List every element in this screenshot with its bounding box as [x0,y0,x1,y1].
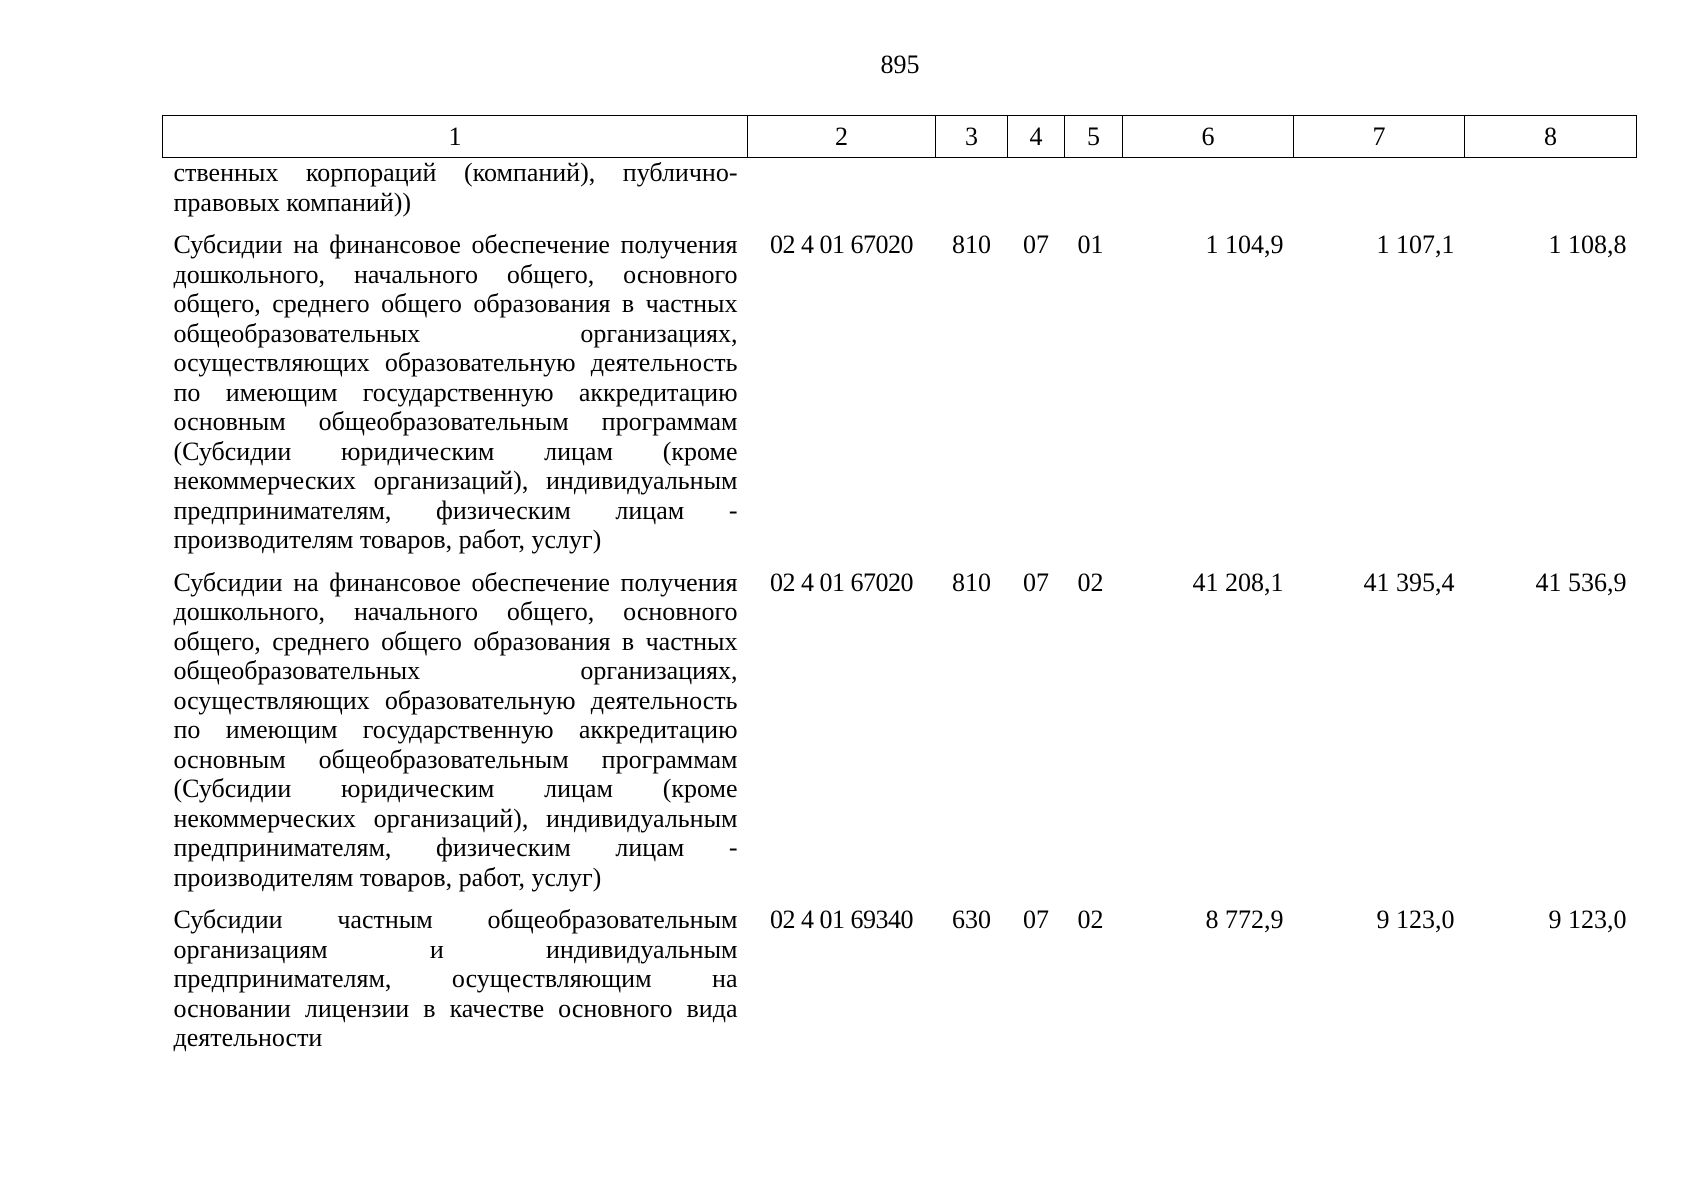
row-description: Субсидии частным общеобразовательным организациям и индивидуальным предпринимателям, осуществляющим на основании лицензии в качестве основного вида деятельности [173,905,738,1052]
row-expense-type: 810 [952,230,991,259]
row-subsection: 01 [1077,230,1104,259]
row-target-code: 02 4 01 67020 [770,567,913,597]
row-section: 07 [1023,230,1049,259]
row-value-year2 [1294,158,1465,218]
row-value-year3: 9 123,0 [1548,905,1627,934]
table-row [163,158,1637,218]
column-header: 7 [1294,116,1465,158]
column-header: 5 [1065,116,1123,158]
row-description: Субсидии на финансовое обеспечение получения дошкольного, начального общего, основного общего, среднего общего образования в частных общеобразовательных организациях, осуществляющих образовательную деятельность по имеющим государственную аккредитацию основным общеобразовательным программам (Субсидии юридическим лицам (кроме некоммерческих организаций), индивидуальным предпринимателям, физическим лицам - производителям товаров, работ, услуг) [173,567,738,892]
row-subsection [1065,158,1123,218]
column-header: 2 [748,116,936,158]
row-value-year2: 9 123,0 [1376,905,1455,934]
budget-table [162,115,1637,1053]
row-value-year2: 1 107,1 [1376,230,1455,259]
row-value-year1: 1 104,9 [1205,230,1284,259]
row-value-year1: 41 208,1 [1192,567,1284,597]
column-header: 8 [1465,116,1637,158]
column-header: 3 [936,116,1008,158]
row-value-year2: 41 395,4 [1363,567,1455,597]
row-expense-type: 810 [952,567,991,597]
row-section: 07 [1023,567,1049,597]
row-section [1008,158,1065,218]
row-target-code [748,158,936,218]
row-expense-type: 630 [952,905,991,934]
row-value-year1 [1123,158,1294,218]
row-description: ственных корпораций (компаний), публично-правовых компаний)) [173,158,738,217]
row-value-year3: 41 536,9 [1535,567,1627,597]
row-value-year3: 1 108,8 [1548,230,1627,259]
table-header-row [163,116,1637,158]
page-number: 895 [880,50,920,79]
row-subsection: 02 [1077,905,1104,934]
column-header: 1 [163,116,748,158]
row-value-year1: 8 772,9 [1205,905,1284,934]
row-description: Субсидии на финансовое обеспечение получения дошкольного, начального общего, основного общего, среднего общего образования в частных общеобразовательных организациях, осуществляющих образовательную деятельность по имеющим государственную аккредитацию основным общеобразовательным программам (Субсидии юридическим лицам (кроме некоммерческих организаций), индивидуальным предпринимателям, физическим лицам - производителям товаров, работ, услуг) [173,230,738,554]
row-expense-type [936,158,1008,218]
row-subsection: 02 [1077,567,1104,597]
row-section: 07 [1023,905,1049,934]
table-row [163,217,1637,555]
row-value-year3 [1465,158,1637,218]
column-header: 6 [1123,116,1294,158]
table-row [163,892,1637,1053]
row-target-code: 02 4 01 67020 [770,230,913,259]
row-target-code: 02 4 01 69340 [770,905,913,934]
column-header: 4 [1008,116,1065,158]
table-row [163,555,1637,893]
